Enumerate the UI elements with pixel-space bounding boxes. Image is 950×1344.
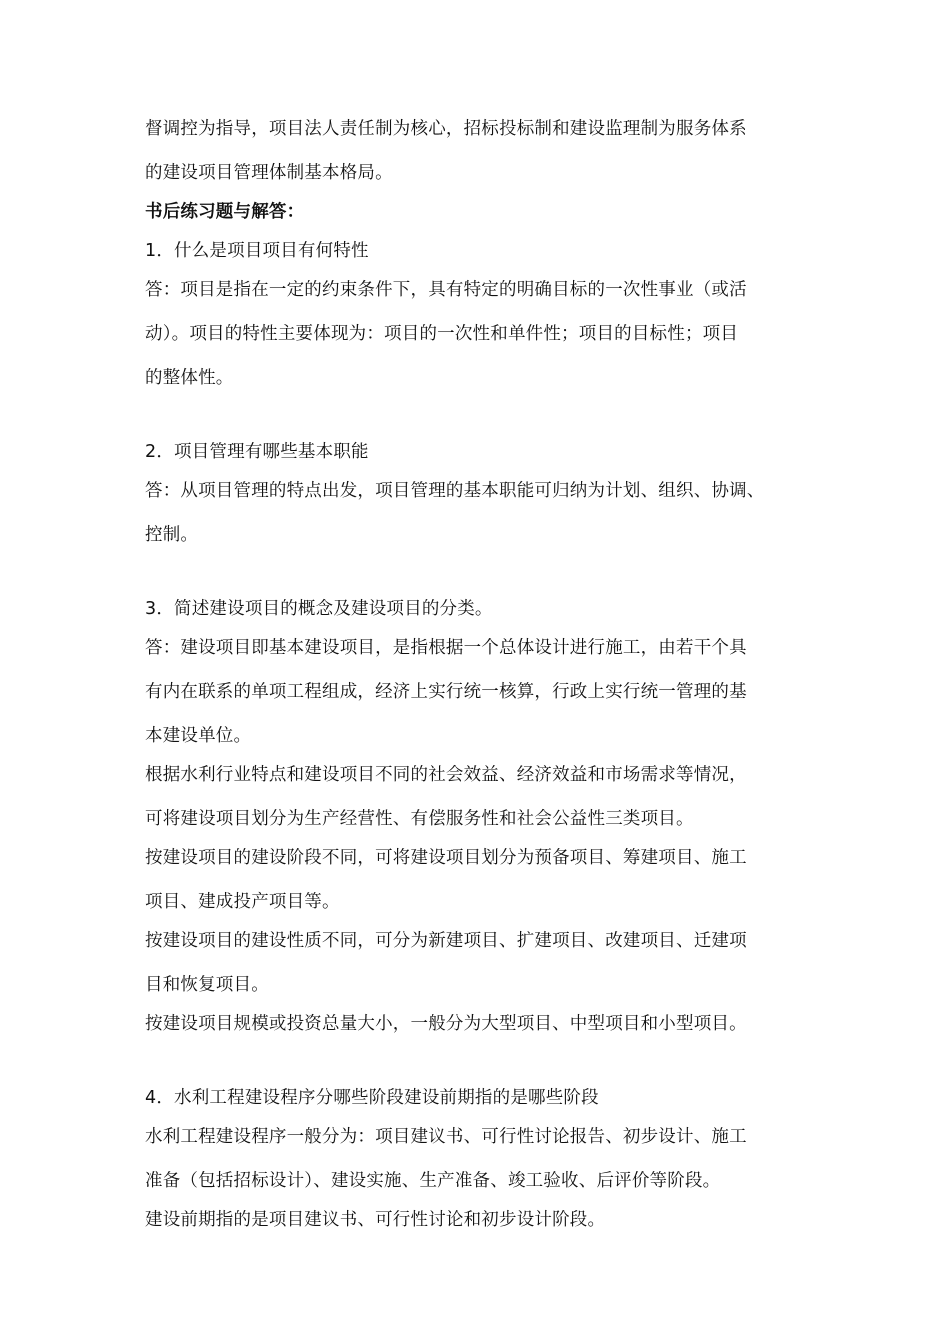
answer-3-line: 答：建设项目即基本建设项目，是指根据一个总体设计进行施工，由若干个具 bbox=[145, 638, 747, 658]
intro-line: 的建设项目管理体制基本格局。 bbox=[145, 163, 393, 183]
question-2: 2．项目管理有哪些基本职能 bbox=[145, 442, 369, 462]
answer-4-line: 建设前期指的是项目建议书、可行性讨论和初步设计阶段。 bbox=[145, 1210, 606, 1230]
document-body bbox=[145, 118, 825, 1231]
answer-3-line: 有内在联系的单项工程组成，经济上实行统一核算，行政上实行统一管理的基 bbox=[145, 682, 747, 702]
answer-3-line: 按建设项目的建设阶段不同，可将建设项目划分为预备项目、筹建项目、施工 bbox=[145, 848, 747, 868]
answer-2-line: 控制。 bbox=[145, 525, 199, 545]
answer-3-line: 按建设项目规模或投资总量大小，一般分为大型项目、中型项目和小型项目。 bbox=[145, 1014, 747, 1034]
answer-4-line: 准备（包括招标设计）、建设实施、生产准备、竣工验收、后评价等阶段。 bbox=[145, 1171, 721, 1191]
answer-3-line: 可将建设项目划分为生产经营性、有偿服务性和社会公益性三类项目。 bbox=[145, 809, 694, 829]
intro-line: 督调控为指导，项目法人责任制为核心，招标投标制和建设监理制为服务体系 bbox=[145, 119, 747, 139]
answer-1-line: 的整体性。 bbox=[145, 368, 234, 388]
answer-3-line: 目和恢复项目。 bbox=[145, 975, 269, 995]
question-1: 1．什么是项目项目有何特性 bbox=[145, 241, 369, 261]
question-3: 3．简述建设项目的概念及建设项目的分类。 bbox=[145, 599, 493, 619]
answer-1-line: 动）。项目的特性主要体现为：项目的一次性和单件性；项目的目标性；项目 bbox=[145, 324, 739, 344]
section-heading: 书后练习题与解答： bbox=[145, 202, 305, 222]
answer-1-line: 答：项目是指在一定的约束条件下，具有特定的明确目标的一次性事业（或活 bbox=[145, 280, 747, 300]
answer-3-line: 项目、建成投产项目等。 bbox=[145, 892, 340, 912]
answer-3-line: 本建设单位。 bbox=[145, 726, 252, 746]
answer-4-line: 水利工程建设程序一般分为：项目建议书、可行性讨论报告、初步设计、施工 bbox=[145, 1127, 747, 1147]
answer-3-line: 按建设项目的建设性质不同，可分为新建项目、扩建项目、改建项目、迁建项 bbox=[145, 931, 747, 951]
answer-3-line: 根据水利行业特点和建设项目不同的社会效益、经济效益和市场需求等情况， bbox=[145, 765, 747, 785]
answer-2-line: 答：从项目管理的特点出发，项目管理的基本职能可归纳为计划、组织、协调、 bbox=[145, 481, 765, 501]
question-4: 4．水利工程建设程序分哪些阶段建设前期指的是哪些阶段 bbox=[145, 1088, 599, 1108]
